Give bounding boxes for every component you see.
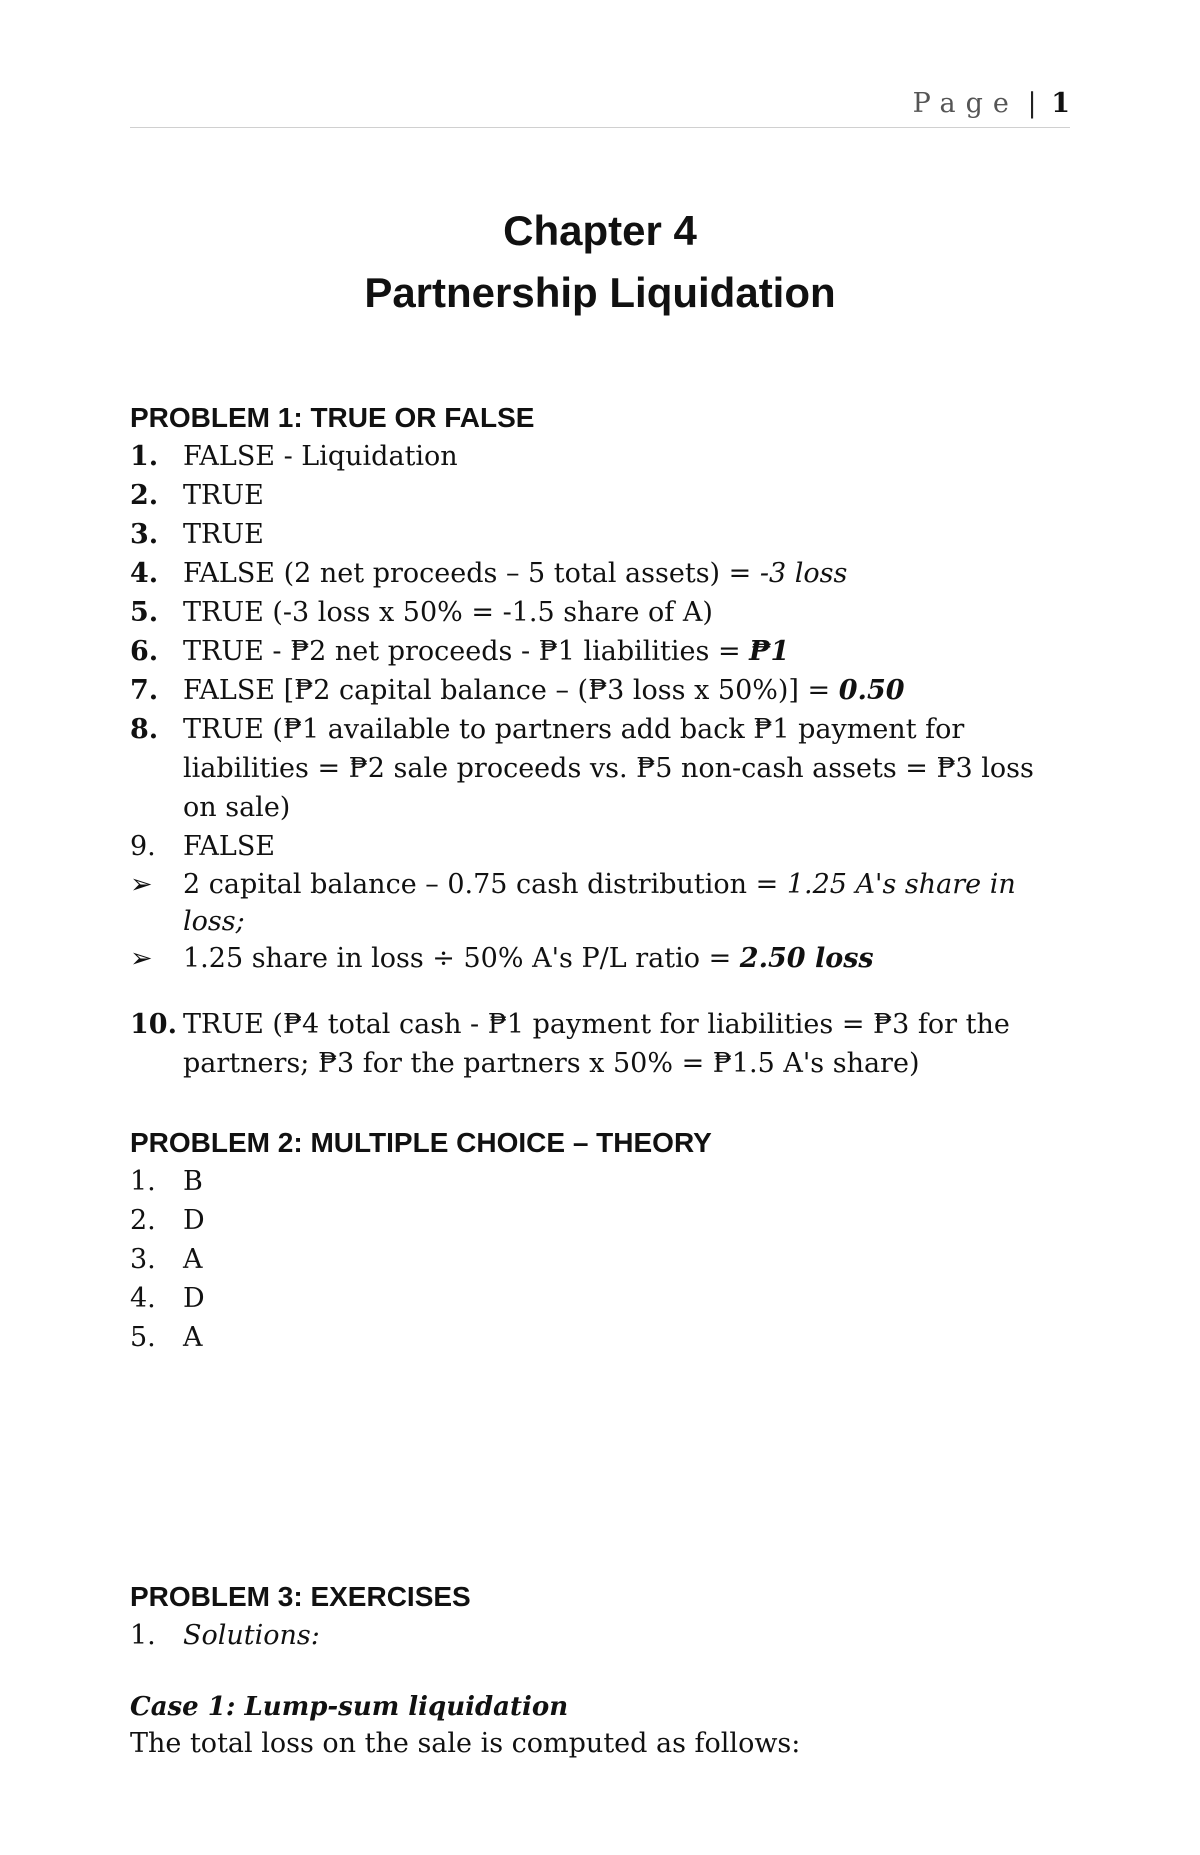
list-item — [130, 1318, 1070, 1357]
case-heading: Case 1: Lump-sum liquidation — [130, 1692, 569, 1722]
list-item — [130, 710, 1070, 827]
list-item — [130, 632, 1070, 671]
list-item — [130, 476, 1070, 515]
item-number: 1. — [130, 1166, 156, 1197]
page-number: 1 — [1051, 88, 1070, 119]
list-item — [130, 827, 1070, 866]
bullet-emphasis: 2.50 loss — [739, 943, 874, 974]
item-text: FALSE [₱2 capital balance – (₱3 loss x 50%)] = — [183, 675, 839, 706]
problem-2-section — [130, 1124, 1070, 1357]
body-text: The total loss on the sale is computed as follows: — [130, 1728, 801, 1759]
item-emphasis: ₱1 — [749, 636, 790, 667]
item-text: Solutions: — [183, 1620, 320, 1651]
item-number: 7. — [130, 675, 159, 706]
problem-1-section — [130, 399, 1070, 1083]
bullet-text: 2 capital balance – 0.75 cash distribution = — [183, 869, 787, 900]
header-divider — [130, 127, 1070, 128]
item-number: 1. — [130, 1620, 156, 1651]
list-item — [130, 1005, 1070, 1083]
problem-2-heading: PROBLEM 2: MULTIPLE CHOICE – THEORY — [130, 1127, 712, 1158]
list-item — [130, 671, 1070, 710]
item-text: FALSE (2 net proceeds – 5 total assets) = — [183, 558, 760, 589]
item-text: TRUE (₱1 available to partners add back ₱1 payment for liabilities = ₱2 sale proceeds vs. ₱5 non-cash assets = ₱3 loss on sale) — [183, 714, 1034, 823]
bullet-text: 1.25 share in loss ÷ 50% A's P/L ratio = — [183, 943, 740, 974]
chapter-title — [130, 200, 1070, 324]
problem-1-heading: PROBLEM 1: TRUE OR FALSE — [130, 402, 535, 433]
arrow-bullet-icon: ➢ — [130, 869, 153, 900]
item-number: 4. — [130, 1283, 156, 1314]
item-text: A — [183, 1244, 203, 1275]
list-item — [130, 515, 1070, 554]
list-item — [130, 1240, 1070, 1279]
page-label: Page — [912, 88, 1019, 119]
bullet-item — [130, 866, 1070, 940]
item-text: D — [183, 1205, 205, 1236]
item-number: 3. — [130, 1244, 156, 1275]
list-item — [130, 437, 1070, 476]
list-item — [130, 1201, 1070, 1240]
item-text: TRUE — [183, 480, 264, 511]
item-emphasis: 0.50 — [838, 675, 905, 706]
item-number: 9. — [130, 831, 156, 862]
item-text: A — [183, 1322, 203, 1353]
list-item — [130, 593, 1070, 632]
item-text: B — [183, 1166, 203, 1197]
page-separator: | — [1027, 88, 1037, 119]
item-number: 5. — [130, 1322, 156, 1353]
item-text: FALSE - Liquidation — [183, 441, 458, 472]
item-number: 4. — [130, 558, 159, 589]
arrow-bullet-icon: ➢ — [130, 943, 153, 974]
item-text: FALSE — [183, 831, 276, 862]
item-number: 6. — [130, 636, 159, 667]
bullet-item — [130, 940, 1070, 977]
item-text: TRUE - ₱2 net proceeds - ₱1 liabilities = — [183, 636, 750, 667]
chapter-name: Partnership Liquidation — [364, 269, 836, 316]
bullet-emphasis: 1.25 A's share in loss; — [183, 869, 1016, 937]
chapter-number: Chapter 4 — [503, 207, 697, 254]
item-number: 10. — [130, 1009, 177, 1040]
item-text: TRUE (-3 loss x 50% = -1.5 share of A) — [183, 597, 713, 628]
item-number: 2. — [130, 480, 159, 511]
page-header — [130, 88, 1070, 119]
problem-3-heading: PROBLEM 3: EXERCISES — [130, 1581, 471, 1612]
item-text: TRUE (₱4 total cash - ₱1 payment for liabilities = ₱3 for the partners; ₱3 for the partners x 50% = ₱1.5 A's share) — [183, 1009, 1010, 1079]
list-item — [130, 1162, 1070, 1201]
list-item — [130, 554, 1070, 593]
item-emphasis: -3 loss — [759, 558, 848, 589]
item-text: TRUE — [183, 519, 264, 550]
item-number: 1. — [130, 441, 159, 472]
item-number: 5. — [130, 597, 159, 628]
list-item — [130, 1279, 1070, 1318]
problem-3-section — [130, 1578, 1070, 1763]
list-item — [130, 1616, 1070, 1655]
item-number: 2. — [130, 1205, 156, 1236]
item-text: D — [183, 1283, 205, 1314]
item-number: 8. — [130, 714, 159, 745]
item-number: 3. — [130, 519, 159, 550]
